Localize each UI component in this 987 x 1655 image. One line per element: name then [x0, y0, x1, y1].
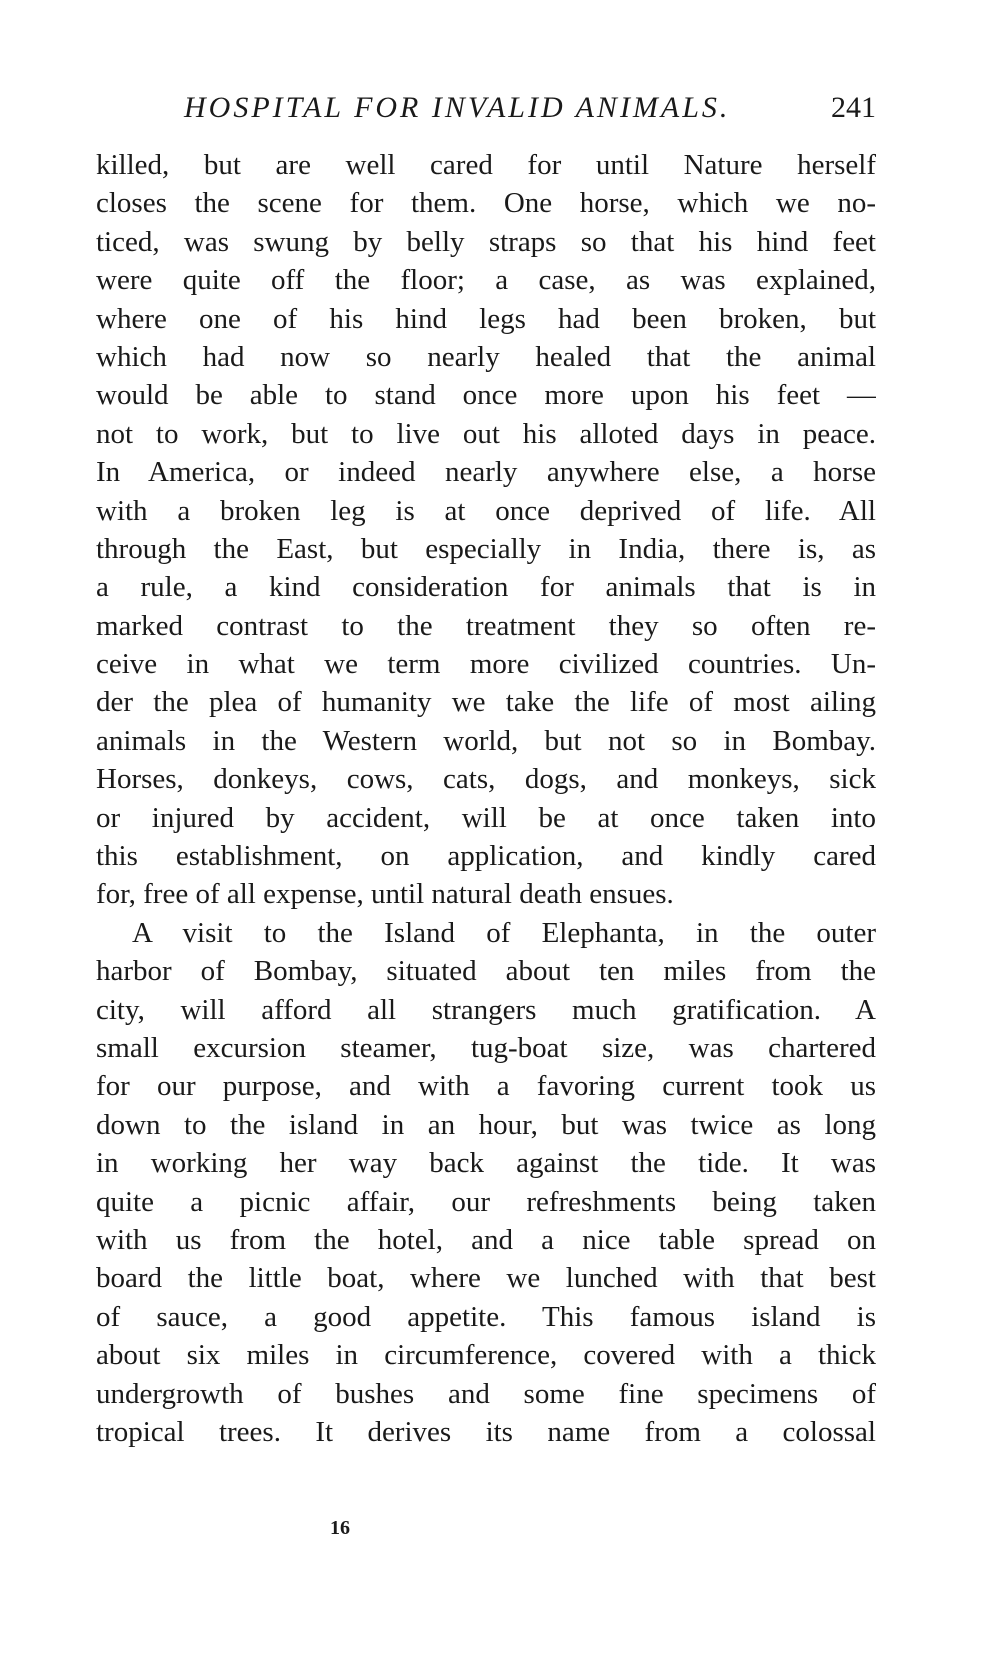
text-line: this establishment, on application, and kindly cared [96, 840, 876, 873]
text-line: of sauce, a good appetite. This famous island is [96, 1300, 876, 1333]
text-line: down to the island in an hour, but was twice as long [96, 1108, 876, 1141]
text-line: would be able to stand once more upon his feet — [96, 379, 876, 412]
text-line: marked contrast to the treatment they so often re- [96, 609, 876, 642]
text-line: were quite off the floor; a case, as was explained, [96, 264, 876, 297]
text-line: for our purpose, and with a favoring current took us [96, 1070, 876, 1103]
text-line: through the East, but especially in India, there is, as [96, 532, 876, 565]
text-line: where one of his hind legs had been broken, but [96, 302, 876, 335]
text-line: ticed, was swung by belly straps so that his hind feet [96, 225, 876, 258]
page-number: 241 [831, 91, 876, 124]
text-line: der the plea of humanity we take the life of most ailing [96, 686, 876, 719]
text-line: or injured by accident, will be at once taken into [96, 801, 876, 834]
text-line: Horses, donkeys, cows, cats, dogs, and monkeys, sick [96, 763, 876, 796]
text-line: A visit to the Island of Elephanta, in the outer [132, 916, 876, 949]
text-line: ceive in what we term more civilized countries. Un- [96, 648, 876, 681]
body-text [96, 146, 876, 1451]
text-line: tropical trees. It derives its name from a colossal [96, 1415, 876, 1448]
text-line: in working her way back against the tide. It was [96, 1147, 876, 1180]
signature-mark: 16 [330, 1517, 350, 1539]
text-line: city, will afford all strangers much gratification. A [96, 993, 876, 1026]
text-line: a rule, a kind consideration for animals that is in [96, 571, 876, 604]
text-line: undergrowth of bushes and some fine specimens of [96, 1377, 876, 1410]
text-line: not to work, but to live out his alloted days in peace. [96, 417, 876, 450]
text-line: small excursion steamer, tug-boat size, was chartered [96, 1031, 876, 1064]
text-line: killed, but are well cared for until Nature herself [96, 149, 876, 181]
running-title: HOSPITAL FOR INVALID ANIMALS. [184, 91, 731, 124]
text-line: closes the scene for them. One horse, which we no- [96, 187, 876, 220]
text-line: board the little boat, where we lunched with that best [96, 1262, 876, 1295]
running-head [96, 86, 876, 130]
text-line: harbor of Bombay, situated about ten miles from the [96, 955, 876, 988]
text-line: which had now so nearly healed that the animal [96, 340, 876, 373]
text-line: with a broken leg is at once deprived of life. All [96, 494, 876, 527]
text-line: animals in the Western world, but not so in Bombay. [96, 724, 876, 757]
text-line: In America, or indeed nearly anywhere else, a horse [96, 456, 876, 489]
text-line: about six miles in circumference, covered with a thick [96, 1339, 876, 1372]
text-line: for, free of all expense, until natural death ensues. [96, 878, 674, 911]
text-line: quite a picnic affair, our refreshments being taken [96, 1185, 876, 1218]
text-line: with us from the hotel, and a nice table spread on [96, 1223, 876, 1256]
